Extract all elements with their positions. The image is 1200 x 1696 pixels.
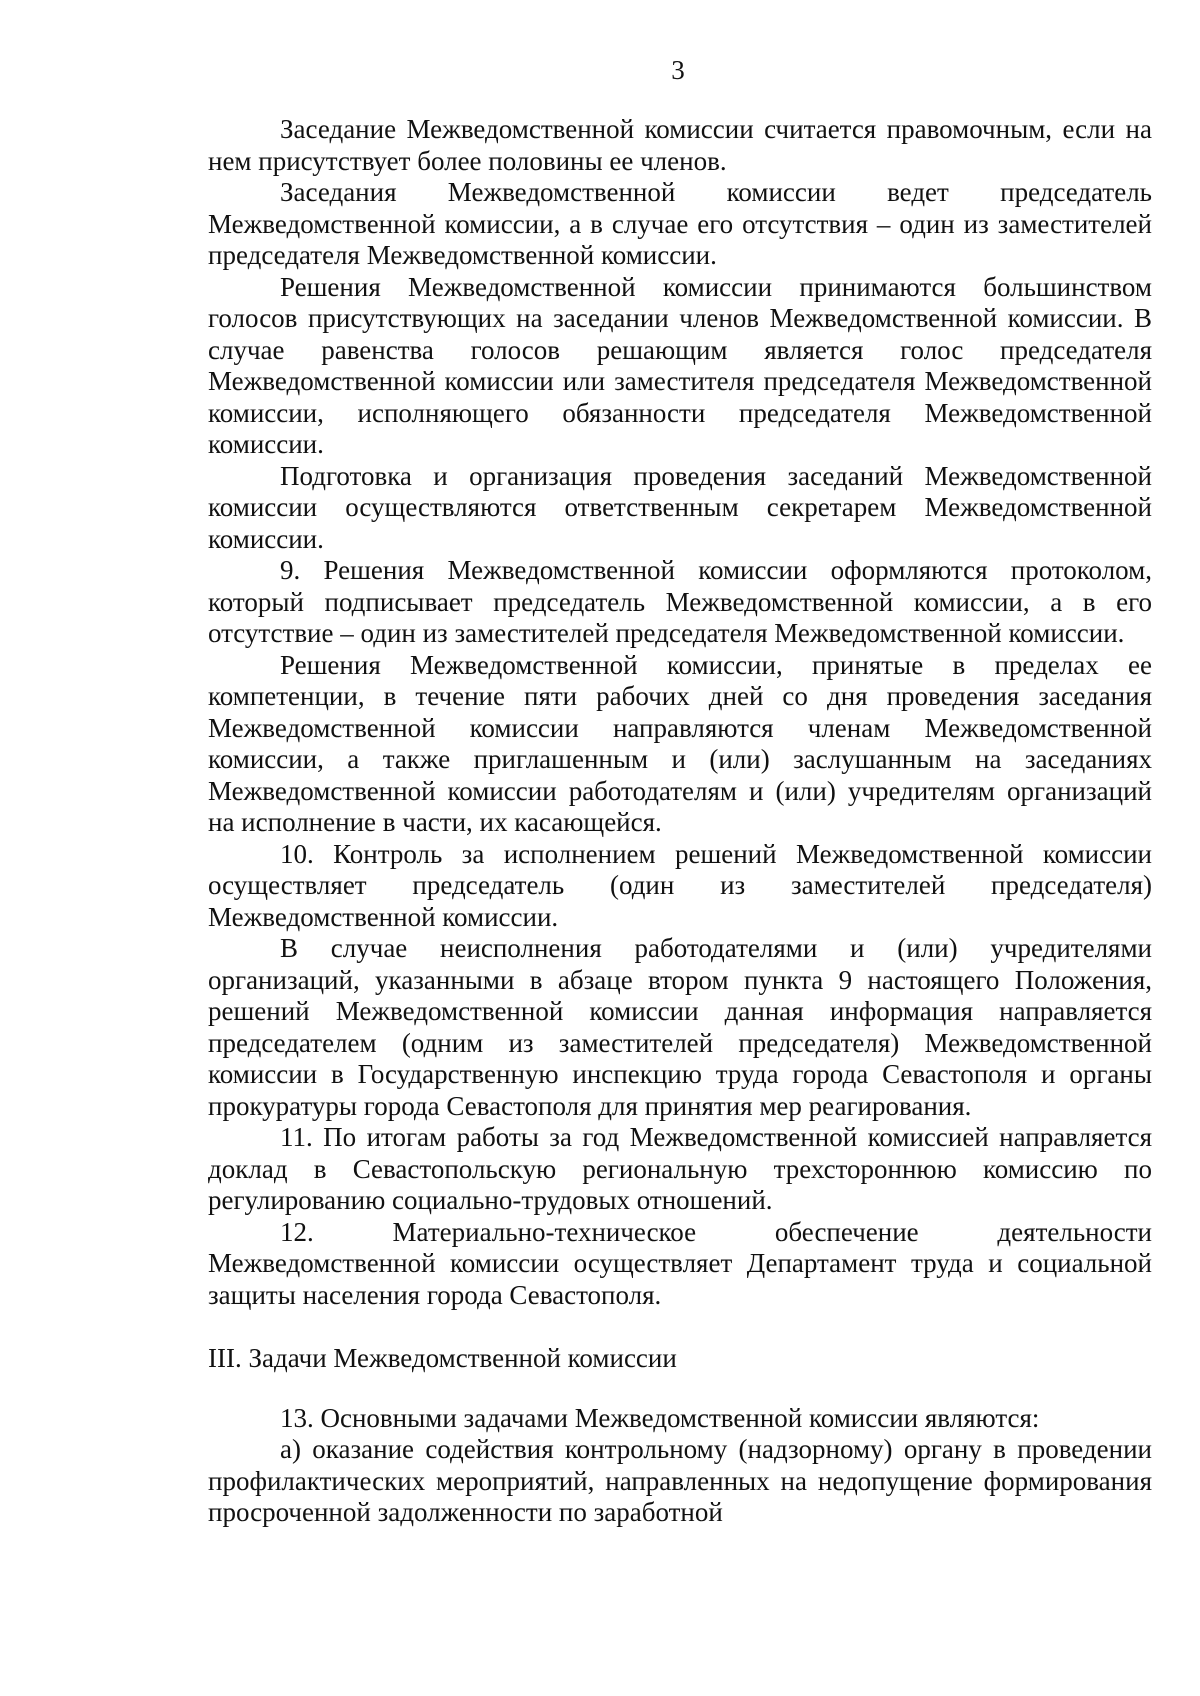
paragraph-item-13-a: а) оказание содействия контрольному (надзорному) органу в проведении профилактических мероприятий, направленных на недопущение формирования просроченной задолженности по заработной [208,1434,1152,1527]
paragraph-non-compliance: В случае неисполнения работодателями и (или) учредителями организаций, указанными в абзаце втором пункта 9 настоящего Положения, решений Межведомственной комиссии данная информация направляется председателем (одним из заместителей председателя) Межведомственной комиссии в Государственную инспекцию труда города Севастополя и органы прокуратуры города Севастополя для принятия мер реагирования. [208,933,1152,1121]
paragraph-decisions-voting: Решения Межведомственной комиссии принимаются большинством голосов присутствующих на заседании членов Межведомственной комиссии. В случае равенства голосов решающим является голос председателя Межведомственной комиссии или заместителя председателя Межведомственной комиссии, исполняющего обязанности председателя Межведомственной комиссии. [208,271,1152,459]
page-number: 3 [671,55,685,85]
paragraph-item-12: 12. Материально-техническое обеспечение деятельности Межведомственной комиссии осуществляет Департамент труда и социальной защиты населения города Севастополя. [208,1216,1152,1310]
paragraph-item-9: 9. Решения Межведомственной комиссии оформляются протоколом, который подписывает председатель Межведомственной комиссии, а в его отсутствие – один из заместителей председателя Межведомственной комиссии. [208,555,1152,648]
paragraph-item-13: 13. Основными задачами Межведомственной комиссии являются: [280,1402,1040,1433]
document-body [208,114,1152,1529]
paragraph-item-10: 10. Контроль за исполнением решений Межведомственной комиссии осуществляет председатель (один из заместителей председателя) Межведомственной комиссии. [208,838,1152,932]
paragraph-chairing: Заседания Межведомственной комиссии ведет председатель Межведомственной комиссии, а в случае его отсутствия – один из заместителей председателя Межведомственной комиссии. [208,177,1152,270]
paragraph-item-11: 11. По итогам работы за год Межведомственной комиссией направляется доклад в Севастопольскую региональную трехстороннюю комиссию по регулированию социально-трудовых отношений. [208,1122,1152,1215]
paragraph-preparation: Подготовка и организация проведения заседаний Межведомственной комиссии осуществляются ответственным секретарем Межведомственной комиссии. [208,460,1152,554]
section-heading: III. Задачи Межведомственной комиссии [208,1343,677,1373]
paragraph-quorum: Заседание Межведомственной комиссии считается правомочным, если на нем присутствует более половины ее членов. [208,114,1152,176]
paragraph-decisions-distribution: Решения Межведомственной комиссии, принятые в пределах ее компетенции, в течение пяти рабочих дней со дня проведения заседания Межведомственной комиссии направляются членам Межведомственной комиссии, а также приглашенным и (или) заслушанным на заседаниях Межведомственной комиссии работодателям и (или) учредителям организаций на исполнение в части, их касающейся. [208,649,1152,837]
